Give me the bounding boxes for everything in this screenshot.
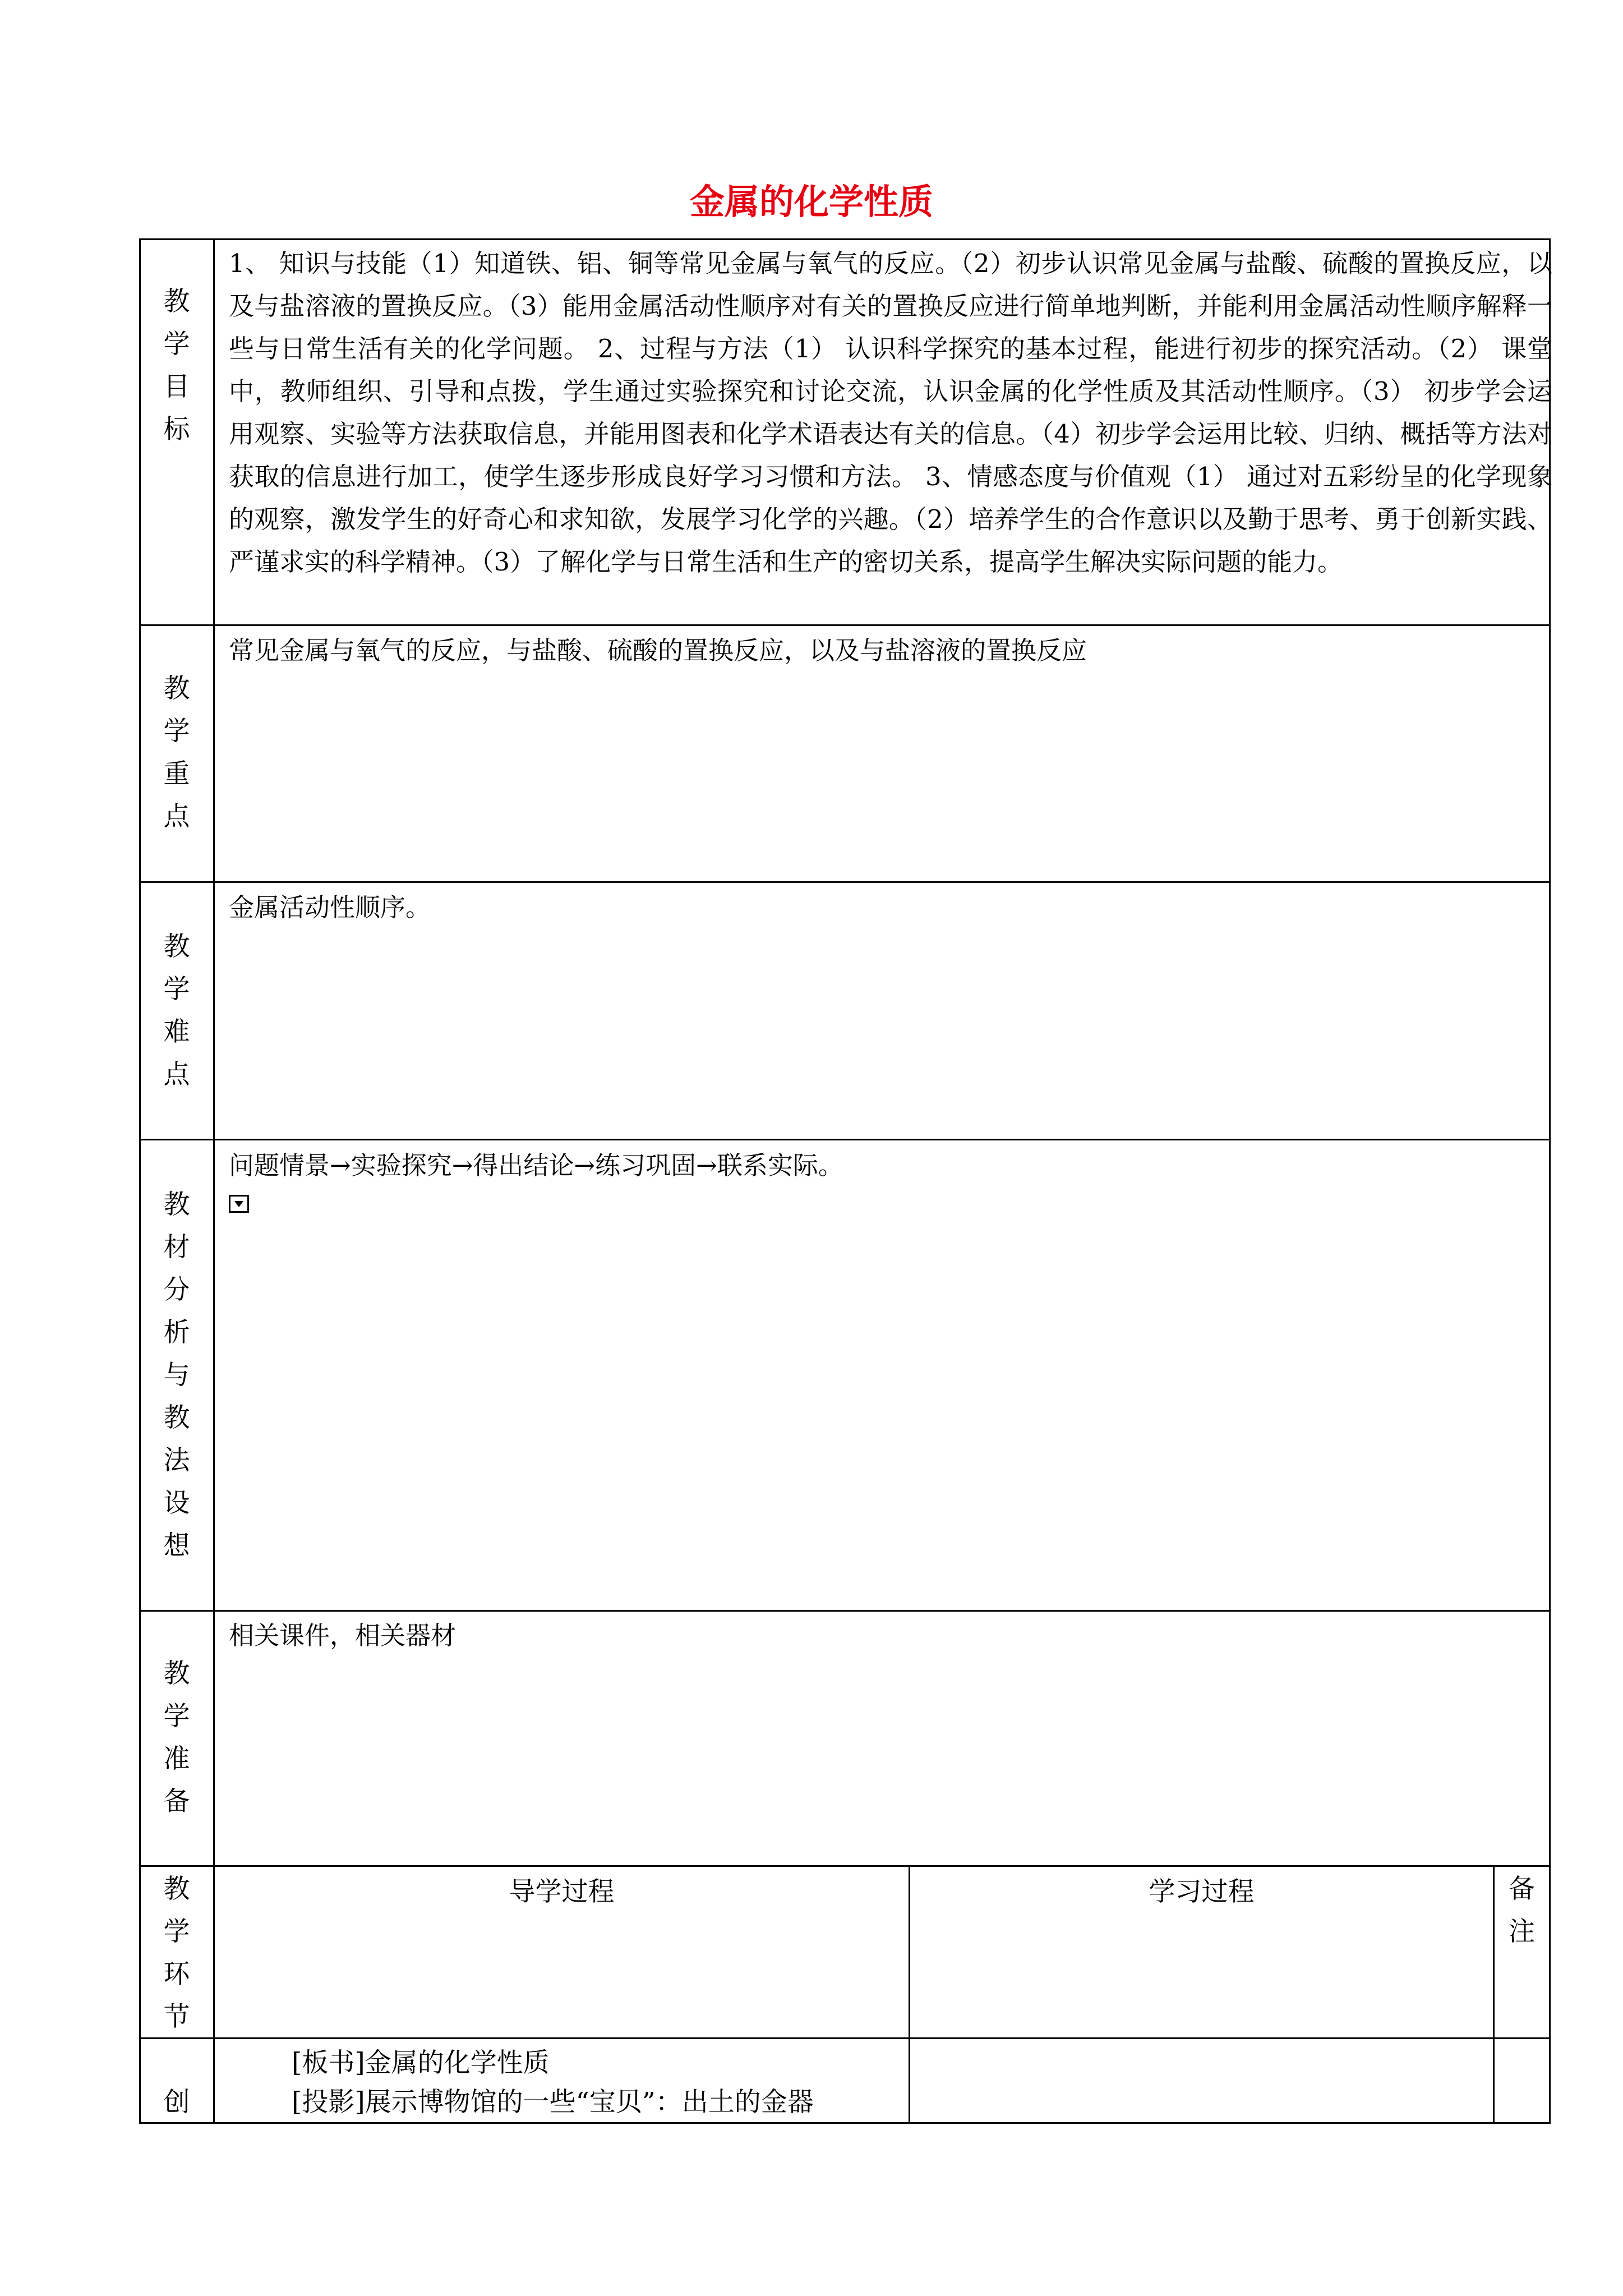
label-char: 难 xyxy=(163,1016,190,1047)
analysis-text: 问题情景→实验探究→得出结论→练习巩固→联系实际。 xyxy=(229,1151,843,1180)
label-char: 教 xyxy=(163,1658,190,1689)
label-char: 备 xyxy=(1509,1874,1535,1904)
table-line xyxy=(139,1139,1550,1140)
label-char: 教 xyxy=(163,673,190,704)
column-header-guide: 导学过程 xyxy=(509,1876,615,1907)
label-char: 教 xyxy=(163,1402,190,1433)
label-char: 环 xyxy=(163,1959,190,1990)
label-char: 材 xyxy=(163,1232,190,1263)
label-char: 学 xyxy=(163,1916,190,1947)
label-char: 与 xyxy=(163,1360,190,1391)
label-char: 目 xyxy=(163,371,190,402)
table-line xyxy=(139,624,1550,626)
label-char: 析 xyxy=(163,1317,190,1348)
label-char: 分 xyxy=(163,1274,190,1305)
label-char: 学 xyxy=(163,974,190,1005)
label-char: 教 xyxy=(163,1874,190,1904)
label-char: 想 xyxy=(163,1530,190,1561)
column-header-learn: 学习过程 xyxy=(1149,1876,1255,1907)
table-line xyxy=(139,881,1550,883)
table-line xyxy=(139,1865,1550,1867)
preparation-text: 相关课件，相关器材 xyxy=(229,1621,457,1650)
row-label-process xyxy=(140,1868,213,2039)
table-line xyxy=(139,238,1550,240)
label-char: 重 xyxy=(163,758,190,789)
row-label-create xyxy=(140,2081,213,2124)
label-char: 教 xyxy=(163,286,190,317)
label-char: 学 xyxy=(163,716,190,747)
label-char: 设 xyxy=(163,1488,190,1519)
label-char: 准 xyxy=(163,1743,190,1774)
column-header-note xyxy=(1495,1868,1549,1953)
create-line-2: [投影]展示博物馆的一些“宝贝”：出土的金器 xyxy=(292,2087,814,2118)
row-label-preparation xyxy=(140,1653,213,1823)
table-line xyxy=(139,2037,1550,2039)
label-char: 教 xyxy=(163,931,190,962)
row-label-key-points xyxy=(140,668,213,838)
label-char: 点 xyxy=(163,1059,190,1090)
label-char: 注 xyxy=(1509,1916,1535,1947)
label-char: 备 xyxy=(163,1786,190,1817)
create-line-1: [板书]金属的化学性质 xyxy=(292,2047,550,2078)
label-char: 法 xyxy=(163,1445,190,1476)
label-char: 节 xyxy=(163,2001,190,2032)
difficulties-text: 金属活动性顺序。 xyxy=(229,892,431,922)
label-char: 点 xyxy=(163,801,190,832)
label-char: 教 xyxy=(163,1189,190,1220)
row-label-goals xyxy=(140,280,213,451)
goals-text: 1、 知识与技能（1）知道铁、铝、铜等常见金属与氧气的反应。（2）初步认识常见金属与盐酸、硫酸的置换反应，以及与盐溶液的置换反应。（3）能用金属活动性顺序对有关的置换反应进行简单地判断，并能利用金属活动性顺序解释一些与日常生活有关的化学问题。 2、过程与方法（1） 认识科学探究的基本过程，能进行初步的探究活动。（2） 课堂中，教师组织、引导和点拨，学生通过实验探究和讨论交流，认识金属的化学性质及其活动性顺序。（3） 初步学会运用观察、实验等方法获取信息，并能用图表和化学术语表达有关的信息。（4）初步学会运用比较、归纳、概括等方法对获取的信息进行加工，使学生逐步形成良好学习习惯和方法。 3、情感态度与价值观（1） 通过对五彩纷呈的化学现象的观察，激发学生的好奇心和求知欲，发展学习化学的兴趣。（2）培养学生的合作意识以及勤于思考、勇于创新实践、严谨求实的科学精神。（3）了解化学与日常生活和生产的密切关系，提高学生解决实际问题的能力。 xyxy=(229,249,1552,577)
dropdown-arrow-icon[interactable] xyxy=(229,1195,249,1213)
page-title: 金属的化学性质 xyxy=(689,181,933,222)
label-char: 标 xyxy=(163,414,190,445)
row-label-difficulties xyxy=(140,926,213,1096)
key-points-text: 常见金属与氧气的反应，与盐酸、硫酸的置换反应，以及与盐溶液的置换反应 xyxy=(229,636,1087,665)
label-char: 创 xyxy=(163,2087,190,2118)
table-line xyxy=(139,1610,1550,1612)
row-label-analysis xyxy=(140,1184,213,1567)
label-char: 学 xyxy=(163,1701,190,1732)
table-line xyxy=(213,238,215,2124)
label-char: 学 xyxy=(163,329,190,360)
table-line xyxy=(139,238,141,2124)
